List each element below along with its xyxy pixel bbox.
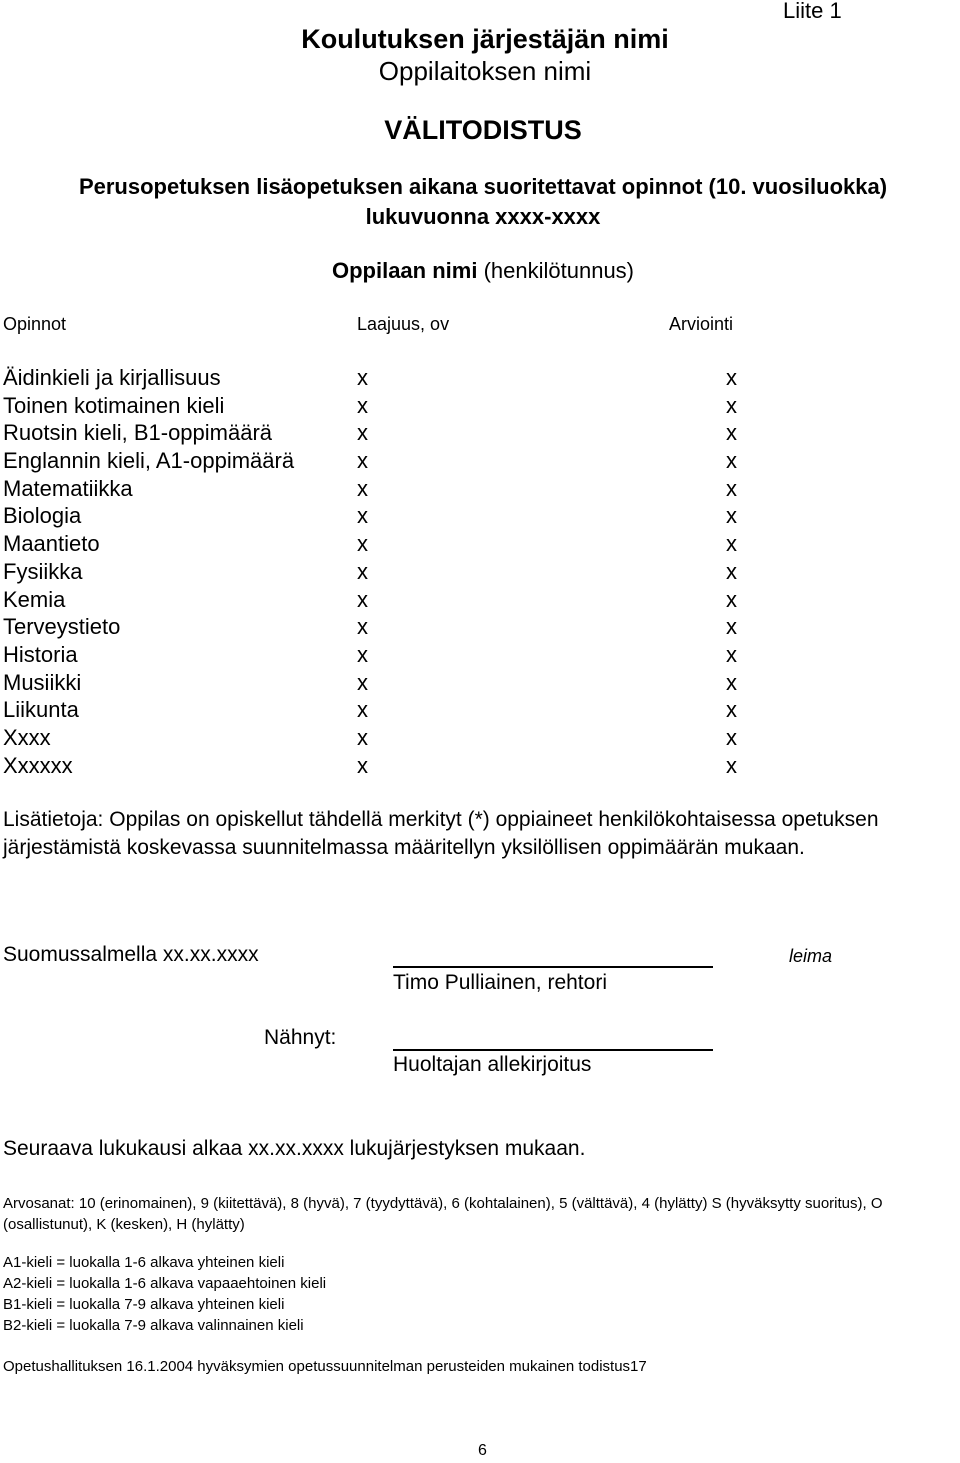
language-note: A1-kieli = luokalla 1-6 alkava yhteinen kieli bbox=[3, 1254, 285, 1271]
language-note: B1-kieli = luokalla 7-9 alkava yhteinen kieli bbox=[3, 1296, 285, 1313]
subject-name: Terveystieto bbox=[3, 614, 121, 640]
table-row bbox=[0, 502, 960, 530]
subject-scope: x bbox=[357, 420, 368, 446]
table-row bbox=[0, 392, 960, 420]
subject-scope: x bbox=[357, 392, 368, 418]
subject-name: Ruotsin kieli, B1-oppimäärä bbox=[3, 420, 273, 446]
table-row bbox=[0, 364, 960, 392]
school-year: lukuvuonna xxxx-xxxx bbox=[365, 204, 601, 229]
principal-name: Timo Pulliainen, rehtori bbox=[393, 971, 607, 994]
subject-scope: x bbox=[357, 697, 368, 723]
subject-scope: x bbox=[357, 724, 368, 750]
column-header-grade: Arviointi bbox=[669, 314, 734, 334]
student-id-label: (henkilötunnus) bbox=[483, 258, 635, 283]
subject-name: Xxxxxx bbox=[3, 752, 73, 778]
subject-grade: x bbox=[726, 420, 737, 446]
subject-name: Historia bbox=[3, 641, 78, 667]
column-header-subject: Opinnot bbox=[3, 314, 67, 334]
subject-name: Matematiikka bbox=[3, 475, 133, 501]
subject-name: Kemia bbox=[3, 586, 66, 612]
subject-scope: x bbox=[357, 503, 368, 529]
subject-grade: x bbox=[726, 669, 737, 695]
subject-name: Liikunta bbox=[3, 697, 79, 723]
subject-scope: x bbox=[357, 448, 368, 474]
subject-grade: x bbox=[726, 448, 737, 474]
subject-scope: x bbox=[357, 365, 368, 390]
subject-grade: x bbox=[726, 558, 737, 584]
student-name bbox=[0, 258, 960, 284]
subject-scope: x bbox=[357, 614, 368, 640]
table-row bbox=[0, 613, 960, 641]
student-name-label: Oppilaan nimi bbox=[331, 258, 478, 283]
subject-name: Xxxx bbox=[3, 724, 51, 750]
table-row bbox=[0, 530, 960, 558]
table-row bbox=[0, 586, 960, 614]
document-title: VÄLITODISTUS bbox=[384, 115, 582, 145]
subject-grade: x bbox=[726, 503, 737, 529]
footer-note: Opetushallituksen 16.1.2004 hyväksymien opetussuunnitelman perusteiden mukainen todistus17 bbox=[3, 1358, 647, 1375]
subject-name: Fysiikka bbox=[3, 558, 83, 584]
table-row bbox=[0, 641, 960, 669]
grades-table bbox=[0, 364, 960, 779]
subject-grade: x bbox=[726, 392, 737, 418]
subject-name: Toinen kotimainen kieli bbox=[3, 392, 225, 418]
subject-name: Biologia bbox=[3, 503, 82, 529]
table-row bbox=[0, 419, 960, 447]
guardian-signature-label: Huoltajan allekirjoitus bbox=[393, 1053, 592, 1076]
subject-scope: x bbox=[357, 752, 368, 778]
subject-scope: x bbox=[357, 475, 368, 501]
subject-name: Maantieto bbox=[3, 531, 100, 557]
subject-name: Musiikki bbox=[3, 669, 82, 695]
table-row bbox=[0, 669, 960, 697]
table-row bbox=[0, 558, 960, 586]
school-name: Oppilaitoksen nimi bbox=[378, 56, 592, 86]
document-subtitle: Perusopetuksen lisäopetuksen aikana suoritettavat opinnot (10. vuosiluokka) bbox=[78, 174, 888, 199]
subject-grade: x bbox=[726, 475, 737, 501]
subject-scope: x bbox=[357, 558, 368, 584]
table-row bbox=[0, 475, 960, 503]
subject-grade: x bbox=[726, 531, 737, 557]
organizer-name: Koulutuksen järjestäjän nimi bbox=[301, 24, 669, 54]
language-note: A2-kieli = luokalla 1-6 alkava vapaaehtoinen kieli bbox=[3, 1275, 327, 1292]
subject-scope: x bbox=[357, 641, 368, 667]
page-number: 6 bbox=[478, 1442, 487, 1459]
guardian-signature-line bbox=[393, 1049, 713, 1051]
grade-scale-note: Arvosanat: 10 (erinomainen), 9 (kiitettävä), 8 (hyvä), 7 (tyydyttävä), 6 (kohtalainen), 5 (välttävä), 4 (hylätty) S (hyväksytty suoritus), O (osallistunut), K (kesken), H (hylätty) bbox=[3, 1195, 883, 1233]
stamp-label: leima bbox=[789, 946, 833, 966]
principal-signature-line bbox=[393, 966, 713, 968]
subject-scope: x bbox=[357, 586, 368, 612]
attachment-label: Liite 1 bbox=[783, 0, 842, 23]
subject-name: Äidinkieli ja kirjallisuus bbox=[3, 365, 221, 390]
subject-scope: x bbox=[357, 669, 368, 695]
language-note: B2-kieli = luokalla 7-9 alkava valinnainen kieli bbox=[3, 1317, 304, 1334]
place-date: Suomussalmella xx.xx.xxxx bbox=[3, 943, 259, 966]
table-row bbox=[0, 724, 960, 752]
table-row bbox=[0, 447, 960, 475]
seen-label: Nähnyt: bbox=[264, 1026, 337, 1049]
subject-grade: x bbox=[726, 365, 737, 390]
table-row bbox=[0, 696, 960, 724]
subject-grade: x bbox=[726, 697, 737, 723]
subject-grade: x bbox=[726, 641, 737, 667]
subject-name: Englannin kieli, A1-oppimäärä bbox=[3, 448, 295, 474]
table-row bbox=[0, 752, 960, 780]
next-term-note: Seuraava lukukausi alkaa xx.xx.xxxx lukujärjestyksen mukaan. bbox=[3, 1137, 586, 1160]
subject-grade: x bbox=[726, 614, 737, 640]
subject-grade: x bbox=[726, 586, 737, 612]
additional-info: Lisätietoja: Oppilas on opiskellut tähdellä merkityt (*) oppiaineet henkilökohtaisessa opetuksen järjestämistä koskevassa suunnitelmassa määritellyn yksilöllisen oppimäärän mukaan. bbox=[3, 808, 879, 859]
subject-grade: x bbox=[726, 752, 737, 778]
column-header-scope: Laajuus, ov bbox=[357, 314, 450, 334]
subject-scope: x bbox=[357, 531, 368, 557]
subject-grade: x bbox=[726, 724, 737, 750]
